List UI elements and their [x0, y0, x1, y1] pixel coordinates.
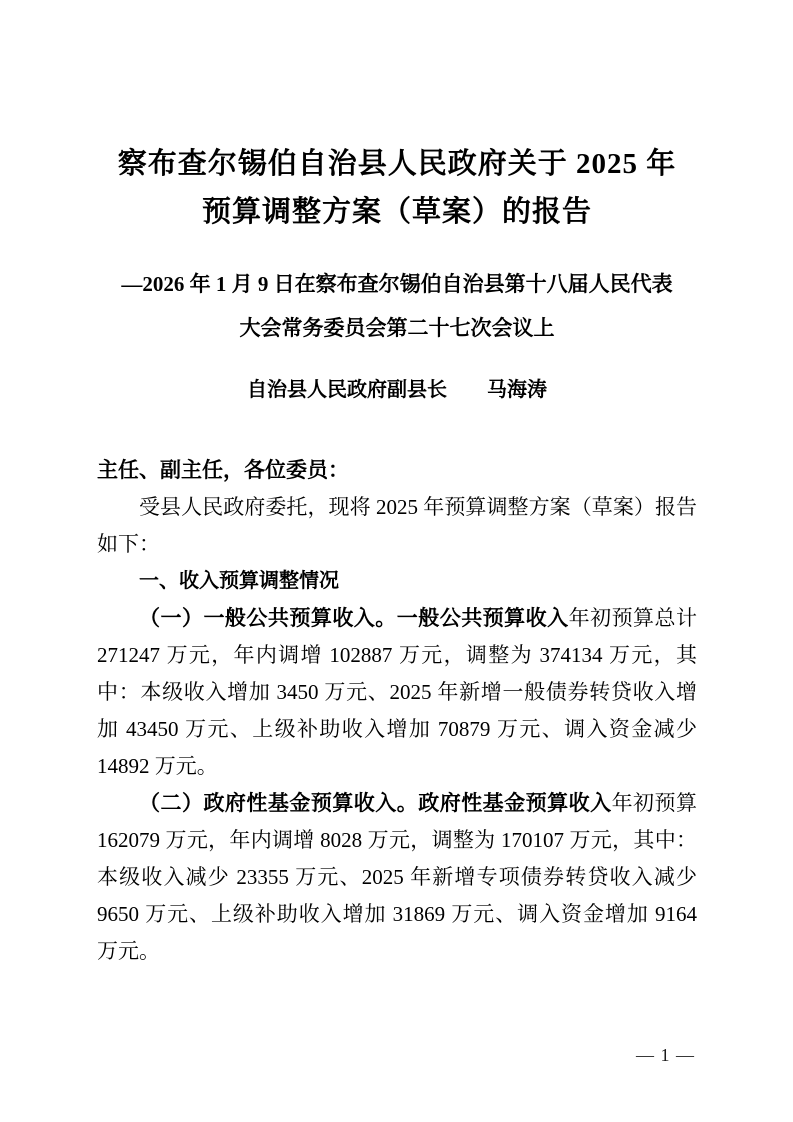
paragraph-general-public-budget: [97, 600, 697, 785]
speaker-line: 自治县人民政府副县长 马海涛: [247, 379, 547, 401]
page-number: — 1 —: [636, 1045, 695, 1065]
subtitle-line-2: 大会常务委员会第二十七次会议上: [239, 316, 555, 340]
title-line-1: 察布查尔锡伯自治县人民政府关于 2025 年: [117, 148, 677, 180]
document-subtitle: [97, 262, 697, 350]
paragraph-government-fund-budget-lead: （二）政府性基金预算收入。政府性基金预算收入: [139, 791, 612, 815]
paragraph-general-public-budget-text: 年初预算总计 271247 万元，年内调增 102887 万元，调整为 374134 万元，其中：本级收入增加 3450 万元、2025 年新增一般债券转贷收入增加 43450 万元、上级补助收入增加 70879 万元、调入资金减少 14892 万元。: [97, 606, 698, 778]
paragraph-government-fund-budget-text: 年初预算 162079 万元，年内调增 8028 万元，调整为 170107 万元，其中：本级收入减少 23355 万元、2025 年新增专项债券转贷收入减少 9650 万元、上级补助收入增加 31869 万元、调入资金增加 9164 万元。: [97, 791, 698, 963]
intro-paragraph: 受县人民政府委托，现将 2025 年预算调整方案（草案）报告如下：: [97, 495, 697, 556]
section-heading-revenue: 一、收入预算调整情况: [139, 570, 339, 592]
paragraph-general-public-budget-lead: （一）一般公共预算收入。一般公共预算收入: [139, 606, 569, 630]
document-title: [97, 140, 697, 236]
subtitle-line-1: —2026 年 1 月 9 日在察布查尔锡伯自治县第十八届人民代表: [121, 272, 673, 296]
document-content: [97, 0, 697, 970]
title-line-2: 预算调整方案（草案）的报告: [201, 196, 592, 228]
document-body: [97, 452, 697, 970]
paragraph-government-fund-budget: [97, 785, 697, 970]
greeting-line: 主任、副主任，各位委员：: [97, 458, 349, 482]
